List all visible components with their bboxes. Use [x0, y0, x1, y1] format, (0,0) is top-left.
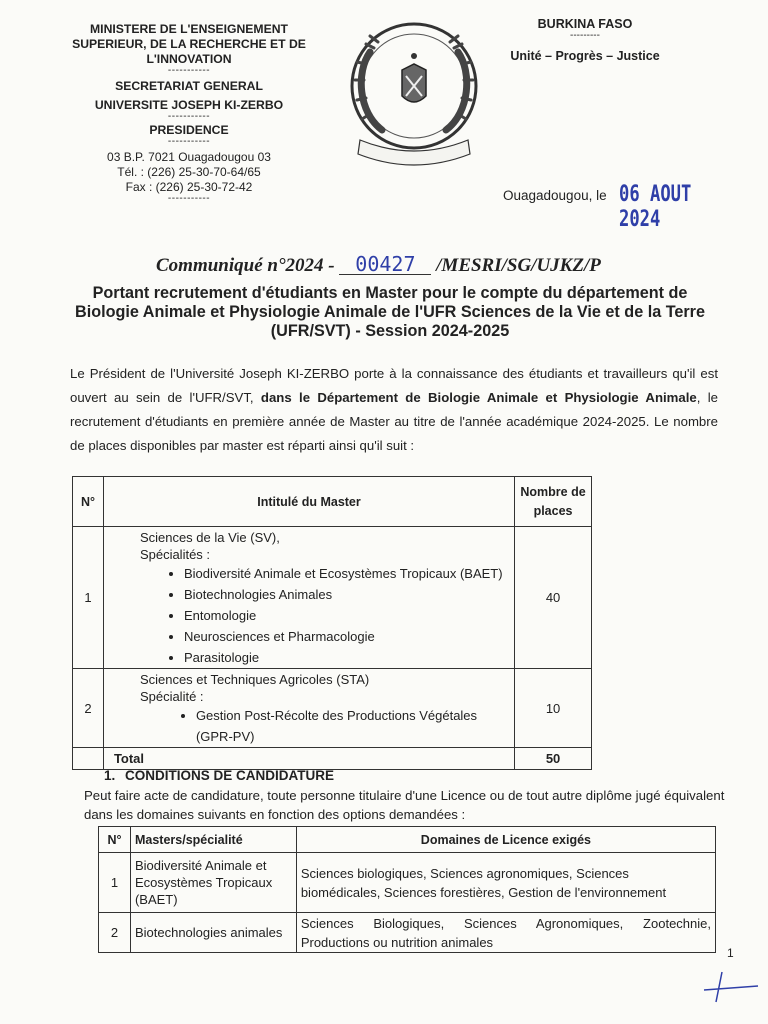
- university-emblem: [330, 12, 498, 178]
- column-header-number: N°: [99, 827, 131, 853]
- column-header-domains: Domaines de Licence exigés: [296, 827, 715, 853]
- row-number: 2: [99, 913, 131, 953]
- separator: -----------: [167, 136, 211, 147]
- section-number: 1.: [104, 768, 116, 783]
- master-title: Sciences et Techniques Agricoles (STA): [139, 672, 370, 687]
- column-header-number: N°: [73, 477, 104, 527]
- phone-line: Tél. : (226) 25-30-70-64/65: [117, 165, 261, 179]
- table-row: [99, 913, 716, 953]
- table-row: [73, 527, 592, 669]
- speciality-item: • Entomologie: [184, 605, 514, 626]
- address-line: 03 B.P. 7021 Ouagadougou 03: [107, 150, 271, 164]
- secretariat: SECRETARIAT GENERAL: [115, 79, 263, 93]
- row-number: 2: [73, 669, 104, 748]
- communique-prefix: Communiqué n°2024 -: [156, 255, 335, 276]
- master-name: Biodiversité Animale et Ecosystèmes Tropicaux (BAET): [130, 853, 296, 913]
- speciality-item: • Gestion Post-Récolte des Productions Végétales (GPR-PV): [196, 705, 514, 747]
- table-row: [99, 853, 716, 913]
- country-name: BURKINA FASO: [537, 17, 633, 31]
- speciality-item: • Neurosciences et Pharmacologie: [184, 626, 514, 647]
- places-value: 40: [515, 527, 592, 669]
- communique-reference: [156, 254, 756, 277]
- master-cell: [103, 669, 514, 748]
- speciality-label: Spécialités :: [139, 547, 211, 562]
- date-stamp: 06 AOUT 2024: [619, 182, 692, 232]
- university-name: UNIVERSITE JOSEPH KI-ZERBO: [94, 98, 284, 112]
- speciality-list: [140, 705, 514, 747]
- speciality-item: • Biotechnologies Animales: [184, 584, 514, 605]
- ministry-name: MINISTERE DE L'ENSEIGNEMENT SUPERIEUR, DE LA RECHERCHE ET DE L'INNOVATION: [72, 22, 306, 66]
- date-label: Ouagadougou, le: [503, 188, 607, 203]
- separator: -----------: [167, 193, 211, 204]
- section-title: CONDITIONS DE CANDIDATURE: [125, 768, 335, 783]
- row-number: 1: [99, 853, 131, 913]
- section-heading: [104, 768, 334, 783]
- master-cell: [103, 527, 514, 669]
- speciality-item: • Parasitologie: [184, 647, 514, 668]
- separator: ---------: [570, 30, 600, 41]
- column-header-master: Intitulé du Master: [103, 477, 514, 527]
- table-row: [73, 669, 592, 748]
- table-total-row: [73, 748, 592, 770]
- column-header-places: Nombre de places: [515, 477, 592, 527]
- speciality-label: Spécialité :: [139, 689, 204, 704]
- intro-department: dans le Département de Biologie Animale et Physiologie Animale: [260, 390, 697, 405]
- intro-text: Le Président de l'Université Joseph KI-ZERBO porte à la connaissance des étudiants et travailleurs qu'il est ouvert au sein de l'UFR/SVT,: [70, 366, 718, 405]
- fax-line: Fax : (226) 25-30-72-42: [125, 180, 253, 194]
- master-name: Biotechnologies animales: [130, 913, 296, 953]
- intro-paragraph: [70, 362, 718, 458]
- communique-number: 00427: [339, 254, 431, 275]
- initials-mark: [700, 968, 760, 1008]
- table-header-row: [73, 477, 592, 527]
- date-line: [503, 182, 743, 232]
- speciality-item: • Biodiversité Animale et Ecosystèmes Tropicaux (BAET): [184, 563, 514, 584]
- presidence: PRESIDENCE: [149, 123, 229, 137]
- master-title: Sciences de la Vie (SV),: [139, 530, 280, 545]
- licence-domains: Sciences Biologiques, Sciences Agronomiques, Zootechnie, Productions ou nutrition animales: [296, 913, 715, 953]
- national-motto: Unité – Progrès – Justice: [510, 49, 660, 63]
- speciality-list: [140, 563, 514, 668]
- places-table: [72, 476, 592, 770]
- licence-domains-table: [98, 826, 716, 953]
- places-value: 10: [515, 669, 592, 748]
- page-number: 1: [727, 946, 734, 960]
- column-header-master: Masters/spécialité: [130, 827, 296, 853]
- intro-text-end: , le recrutement d'étudiants en première année de Master au titre de l'année académique 2024-2025. Le nombre de places disponibles par master est réparti ainsi qu'il suit :: [70, 390, 719, 453]
- conditions-paragraph: Peut faire acte de candidature, toute personne titulaire d'une Licence ou de tout autre diplôme jugé équivalent dans les domaines suivants en fonction des options demandées :: [84, 788, 725, 822]
- separator: -----------: [167, 111, 211, 122]
- total-value: 50: [515, 748, 592, 770]
- communique-subject: Portant recrutement d'étudiants en Master pour le compte du département de Biologie Animale et Physiologie Animale de l'UFR Sciences de la Vie et de la Terre (UFR/SVT) - Session 2024-2025: [75, 284, 705, 340]
- licence-domains: Sciences biologiques, Sciences agronomiques, Sciences biomédicales, Sciences forestières, Gestion de l'environnement: [296, 853, 715, 913]
- table-header-row: [99, 827, 716, 853]
- ministry-header: [58, 22, 320, 203]
- separator: -----------: [167, 65, 211, 76]
- country-header: [490, 16, 680, 64]
- communique-suffix: /MESRI/SG/UJKZ/P: [436, 255, 601, 276]
- total-label: Total: [103, 748, 514, 770]
- row-number: 1: [73, 527, 104, 669]
